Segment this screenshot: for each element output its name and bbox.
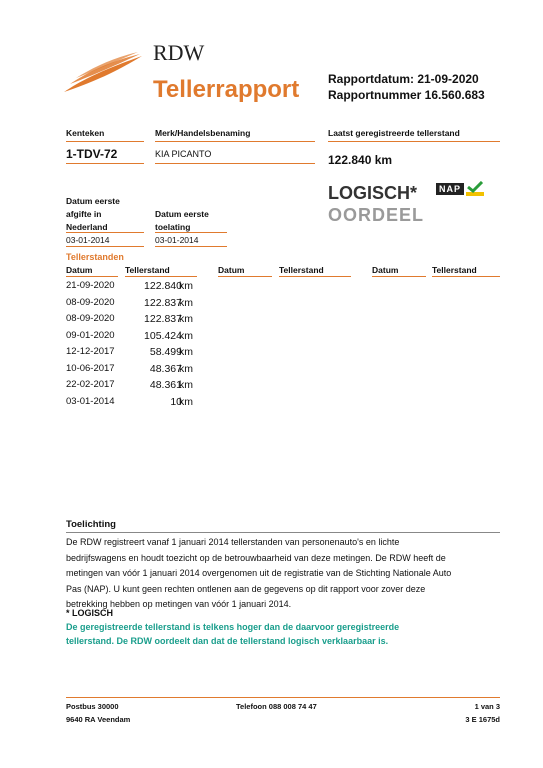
- logisch-text: [66, 620, 399, 648]
- row-value: 10: [170, 395, 182, 408]
- toelichting-line: metingen van vóór 1 januari 2014 overgenomen uit de registratie van de Stichting Nationale Auto: [66, 568, 452, 578]
- org-name: RDW: [153, 40, 205, 65]
- divider: [66, 232, 144, 233]
- row-unit: km: [179, 280, 193, 292]
- col-datum-2: Datum: [218, 265, 245, 275]
- laatst-label: Laatst geregistreerde tellerstand: [328, 128, 460, 138]
- col-datum-3: Datum: [372, 265, 399, 275]
- divider: [279, 276, 351, 277]
- toelichting-body: [66, 535, 451, 613]
- row-date: 03-01-2014: [66, 395, 115, 407]
- nap-badge: [436, 183, 484, 198]
- row-date: 22-02-2017: [66, 379, 115, 390]
- footer-plaats: 9640 RA Veendam: [66, 715, 131, 724]
- rdw-logo-icon: [62, 52, 144, 94]
- verdict: LOGISCH*: [328, 183, 418, 203]
- row-unit: km: [179, 296, 193, 309]
- row-date: 21-09-2020: [66, 280, 115, 291]
- report-number: Rapportnummer 16.560.683: [328, 88, 485, 102]
- merk-label: Merk/Handelsbenaming: [155, 128, 251, 138]
- toelichting-line: De RDW registreert vanaf 1 januari 2014 tellerstanden van personenauto's en lichte: [66, 537, 400, 547]
- toelating-label-2: toelating: [155, 222, 191, 232]
- verdict-sub: OORDEEL: [328, 205, 425, 225]
- col-stand-3: Tellerstand: [432, 265, 477, 275]
- report-date: Rapportdatum: 21-09-2020: [328, 72, 479, 86]
- row-unit: km: [179, 313, 193, 325]
- toelating-value: 03-01-2014: [155, 235, 199, 245]
- footer-code: 3 E 1675d: [465, 715, 500, 724]
- divider: [66, 163, 144, 164]
- row-unit: km: [179, 395, 193, 408]
- divider: [155, 232, 227, 233]
- footer-telefoon: Telefoon 088 008 74 47: [236, 702, 317, 711]
- row-date: 12-12-2017: [66, 346, 115, 357]
- row-unit: km: [179, 329, 193, 342]
- divider: [432, 276, 500, 277]
- col-stand-1: Tellerstand: [125, 265, 170, 275]
- divider: [66, 141, 144, 142]
- row-unit: km: [179, 362, 193, 375]
- kenteken-value: 1-TDV-72: [66, 147, 118, 161]
- afgifte-value: 03-01-2014: [66, 235, 110, 245]
- row-unit: km: [179, 346, 193, 358]
- row-date: 09-01-2020: [66, 329, 115, 341]
- row-date: 08-09-2020: [66, 296, 115, 308]
- row-date: 08-09-2020: [66, 313, 115, 324]
- row-value: 105.424: [144, 329, 182, 342]
- afgifte-label-2: afgifte in: [66, 209, 102, 219]
- divider: [66, 246, 144, 247]
- divider: [372, 276, 426, 277]
- divider: [66, 532, 500, 533]
- toelichting-line: betrekking hebben op metingen van vóór 1 januari 2014.: [66, 599, 292, 609]
- footer-divider: [66, 697, 500, 698]
- afgifte-label-1: Datum eerste: [66, 196, 120, 206]
- col-stand-2: Tellerstand: [279, 265, 324, 275]
- check-icon: [466, 181, 484, 197]
- toelichting-line: bedrijfswagens en houdt toezicht op de betrouwbaarheid van deze metingen. De RDW heeft de: [66, 552, 446, 563]
- divider: [155, 163, 315, 164]
- page-title: Tellerrapport: [153, 76, 300, 103]
- row-date: 10-06-2017: [66, 362, 115, 374]
- merk-value: KIA PICANTO: [155, 149, 212, 159]
- toelichting-line: Pas (NAP). U kunt geen rechten ontlenen aan de gegevens op dit rapport voor zover deze: [66, 583, 426, 594]
- kenteken-label: Kenteken: [66, 128, 105, 138]
- divider: [155, 246, 227, 247]
- logisch-line: tellerstand. De RDW oordeelt dan dat de tellerstand logisch verklaarbaar is.: [66, 636, 389, 646]
- logisch-line: De geregistreerde tellerstand is telkens hoger dan de daarvoor geregistreerde: [66, 622, 400, 632]
- row-value: 48.361: [149, 379, 182, 391]
- toelating-label-1: Datum eerste: [155, 209, 209, 219]
- afgifte-label-3: Nederland: [66, 222, 108, 232]
- col-datum-1: Datum: [66, 265, 93, 275]
- row-value: 122.837: [144, 313, 182, 325]
- footer-page: 1 van 3: [474, 702, 500, 711]
- logisch-title: * LOGISCH: [66, 608, 114, 618]
- divider: [125, 276, 197, 277]
- divider: [155, 141, 315, 142]
- laatst-value: 122.840 km: [328, 153, 393, 167]
- nap-badge-text: NAP: [436, 183, 464, 195]
- row-value: 122.837: [144, 296, 182, 309]
- row-unit: km: [179, 379, 193, 391]
- divider: [218, 276, 272, 277]
- divider: [328, 141, 500, 142]
- footer-postbus: Postbus 30000: [66, 702, 119, 711]
- tellerstanden-title: Tellerstanden: [66, 252, 124, 262]
- toelichting-title: Toelichting: [66, 519, 116, 530]
- row-value: 122.840: [144, 280, 182, 292]
- row-value: 48.367: [149, 362, 182, 375]
- row-value: 58.499: [149, 346, 182, 358]
- divider: [66, 276, 118, 277]
